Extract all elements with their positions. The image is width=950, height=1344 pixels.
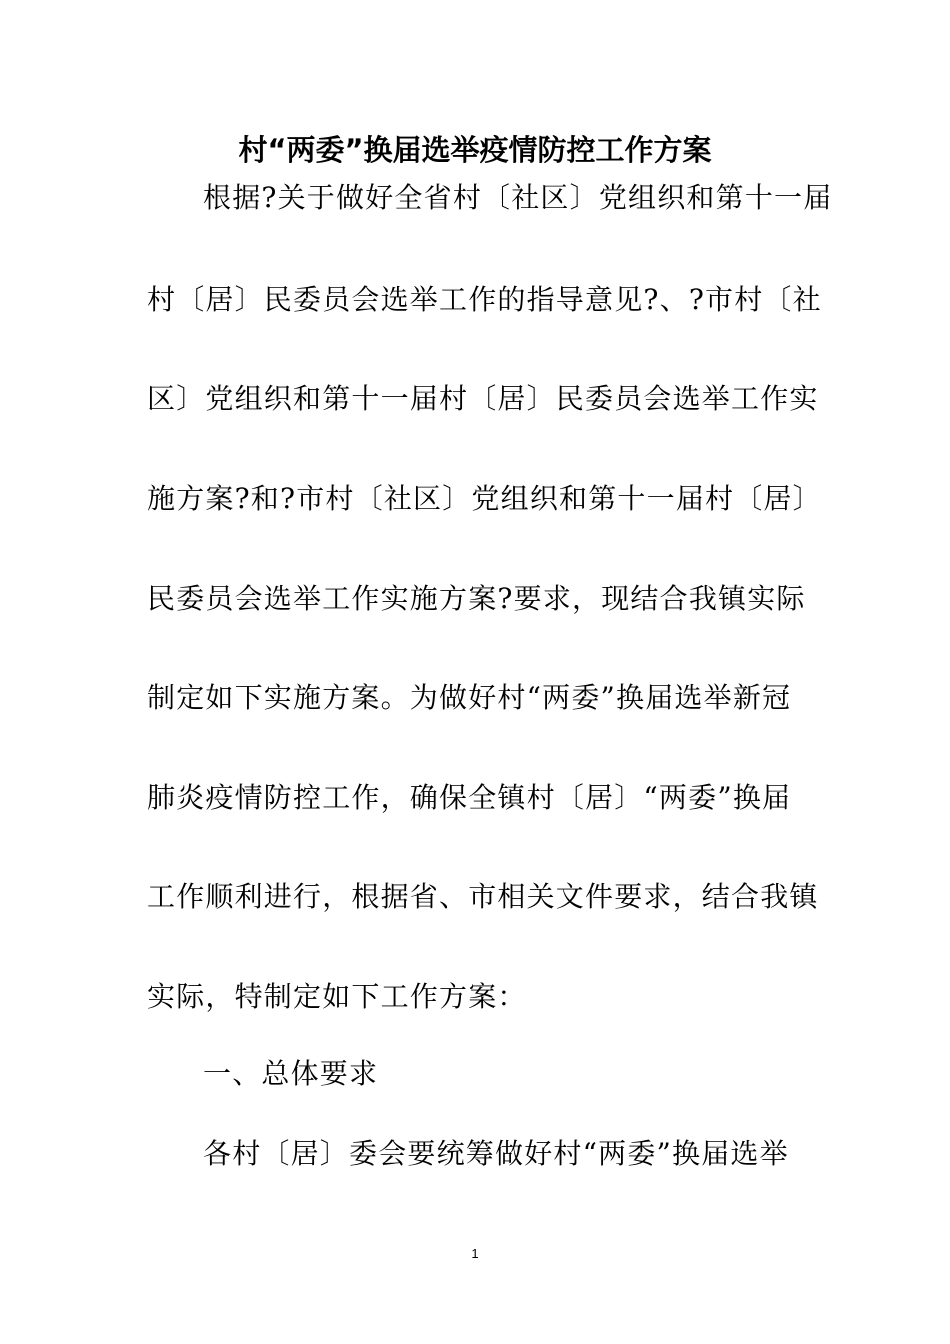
section-heading: 一、总体要求 [203,1057,379,1090]
paragraph-line: 区〕党组织和第十一届村〔居〕民委员会选举工作实 [147,382,819,415]
paragraph-line: 制定如下实施方案。为做好村“两委”换届选举新冠 [147,681,792,714]
document-title: 村“两委”换届选举疫情防控工作方案 [238,133,712,167]
paragraph-line: 肺炎疫情防控工作，确保全镇村〔居〕“两委”换届 [147,781,792,814]
page-number: 1 [471,1246,479,1261]
paragraph-line: 村〔居〕民委员会选举工作的指导意见?、?市村〔社 [147,283,822,316]
paragraph-line: 民委员会选举工作实施方案?要求，现结合我镇实际 [147,582,806,615]
paragraph-line: 各村〔居〕委会要统筹做好村“两委”换届选举 [203,1137,789,1170]
paragraph-line: 根据?关于做好全省村〔社区〕党组织和第十一届 [203,181,833,214]
paragraph-line: 施方案?和?市村〔社区〕党组织和第十一届村〔居〕 [147,482,822,515]
paragraph-line: 工作顺利进行，根据省、市相关文件要求，结合我镇 [147,880,819,913]
paragraph-line: 实际，特制定如下工作方案： [147,980,527,1013]
